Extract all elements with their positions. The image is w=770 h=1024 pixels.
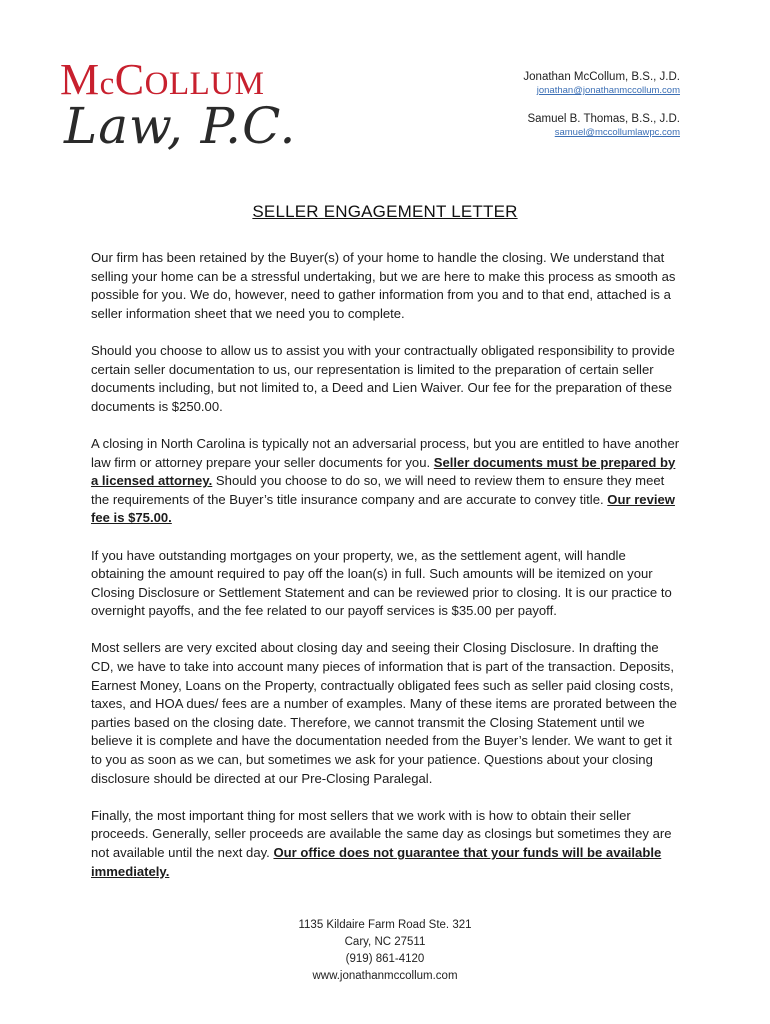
contact-name: Jonathan McCollum, B.S., J.D. xyxy=(523,71,680,83)
letter-title: SELLER ENGAGEMENT LETTER xyxy=(252,202,518,221)
footer-city: Cary, NC 27511 xyxy=(344,936,426,948)
paragraph: If you have outstanding mortgages on your property, we, as the settlement agent, will handle obtaining the amount required to pay off the loan(s) in full. Such amounts will be itemized on your Closing Disclosure or Settlement Statement and can be reviewed prior to closing. It is our practice to overnight payoffs, and the fee related to our payoff services is $35.00 per payoff. xyxy=(91,547,672,619)
emphasis-text: Our review fee is $75.00. xyxy=(91,491,675,526)
paragraph: Finally, the most important thing for most sellers that we work with is how to obtain their seller proceeds. Generally, seller proceeds are available the same day as closings but sometimes they are not available until the next day. Our office does not guarantee that your funds will be available immediately. xyxy=(91,807,672,879)
footer-address: 1135 Kildaire Farm Road Ste. 321 xyxy=(298,919,472,931)
paragraph: Should you choose to allow us to assist you with your contractually obligated responsibility to provide certain seller documentation to us, our representation is limited to the preparation of certain seller documents including, but not limited to, a Deed and Lien Waiver. Our fee for the preparation of these documents is $250.00. xyxy=(91,342,675,414)
contact-email-link[interactable]: samuel@mccollumlawpc.com xyxy=(554,127,680,138)
attorney-contacts xyxy=(420,70,680,140)
letter-footer xyxy=(0,917,770,985)
footer-website[interactable]: www.jonathanmccollum.com xyxy=(312,970,458,982)
paragraph: A closing in North Carolina is typically not an adversarial process, but you are entitled to have another law firm or attorney prepare your seller documents for you. Seller documents must be prepared by a licensed attorney. Should you choose to do so, we will need to review them to ensure they meet the requirements of the Buyer’s title insurance company and are accurate to convey title. Our review fee is $75.00. xyxy=(91,435,680,526)
contact-name: Samuel B. Thomas, B.S., J.D. xyxy=(527,113,680,125)
letter-body xyxy=(91,249,681,900)
logo-firm-name: McCOLLUM xyxy=(60,55,265,104)
emphasis-text: Seller documents must be prepared by a licensed attorney. xyxy=(91,454,676,489)
logo-firm-type: Law, P.C. xyxy=(64,97,297,155)
emphasis-text: Our office does not guarantee that your funds will be available immediately. xyxy=(91,845,662,879)
firm-logo xyxy=(60,55,340,158)
paragraph: Most sellers are very excited about closing day and seeing their Closing Disclosure. In drafting the CD, we have to take into account many pieces of information that is part of the transaction. Deposits, Earnest Money, Loans on the Property, contractually obligated fees such as seller paid closing costs, taxes, and HOA dues/ fees are a number of examples. Many of these items are prorated between the parties based on the closing date. Therefore, we cannot transmit the Closing Statement until we believe it is complete and have the documentation needed from the Buyer’s lender. We want to get it to you as soon as we can, but sometimes we ask for your patience. Questions about your closing disclosure should be directed at our Pre-Closing Paralegal. xyxy=(91,640,677,786)
footer-phone: (919) 861-4120 xyxy=(345,953,425,965)
paragraph: Our firm has been retained by the Buyer(s) of your home to handle the closing. We understand that selling your home can be a stressful undertaking, but we are here to make this process as smooth as possible for you. We do, however, need to gather information from you and to that end, attached is a seller information sheet that we need you to complete. xyxy=(91,250,676,321)
contact-email-link[interactable]: jonathan@jonathanmccollum.com xyxy=(536,85,680,96)
